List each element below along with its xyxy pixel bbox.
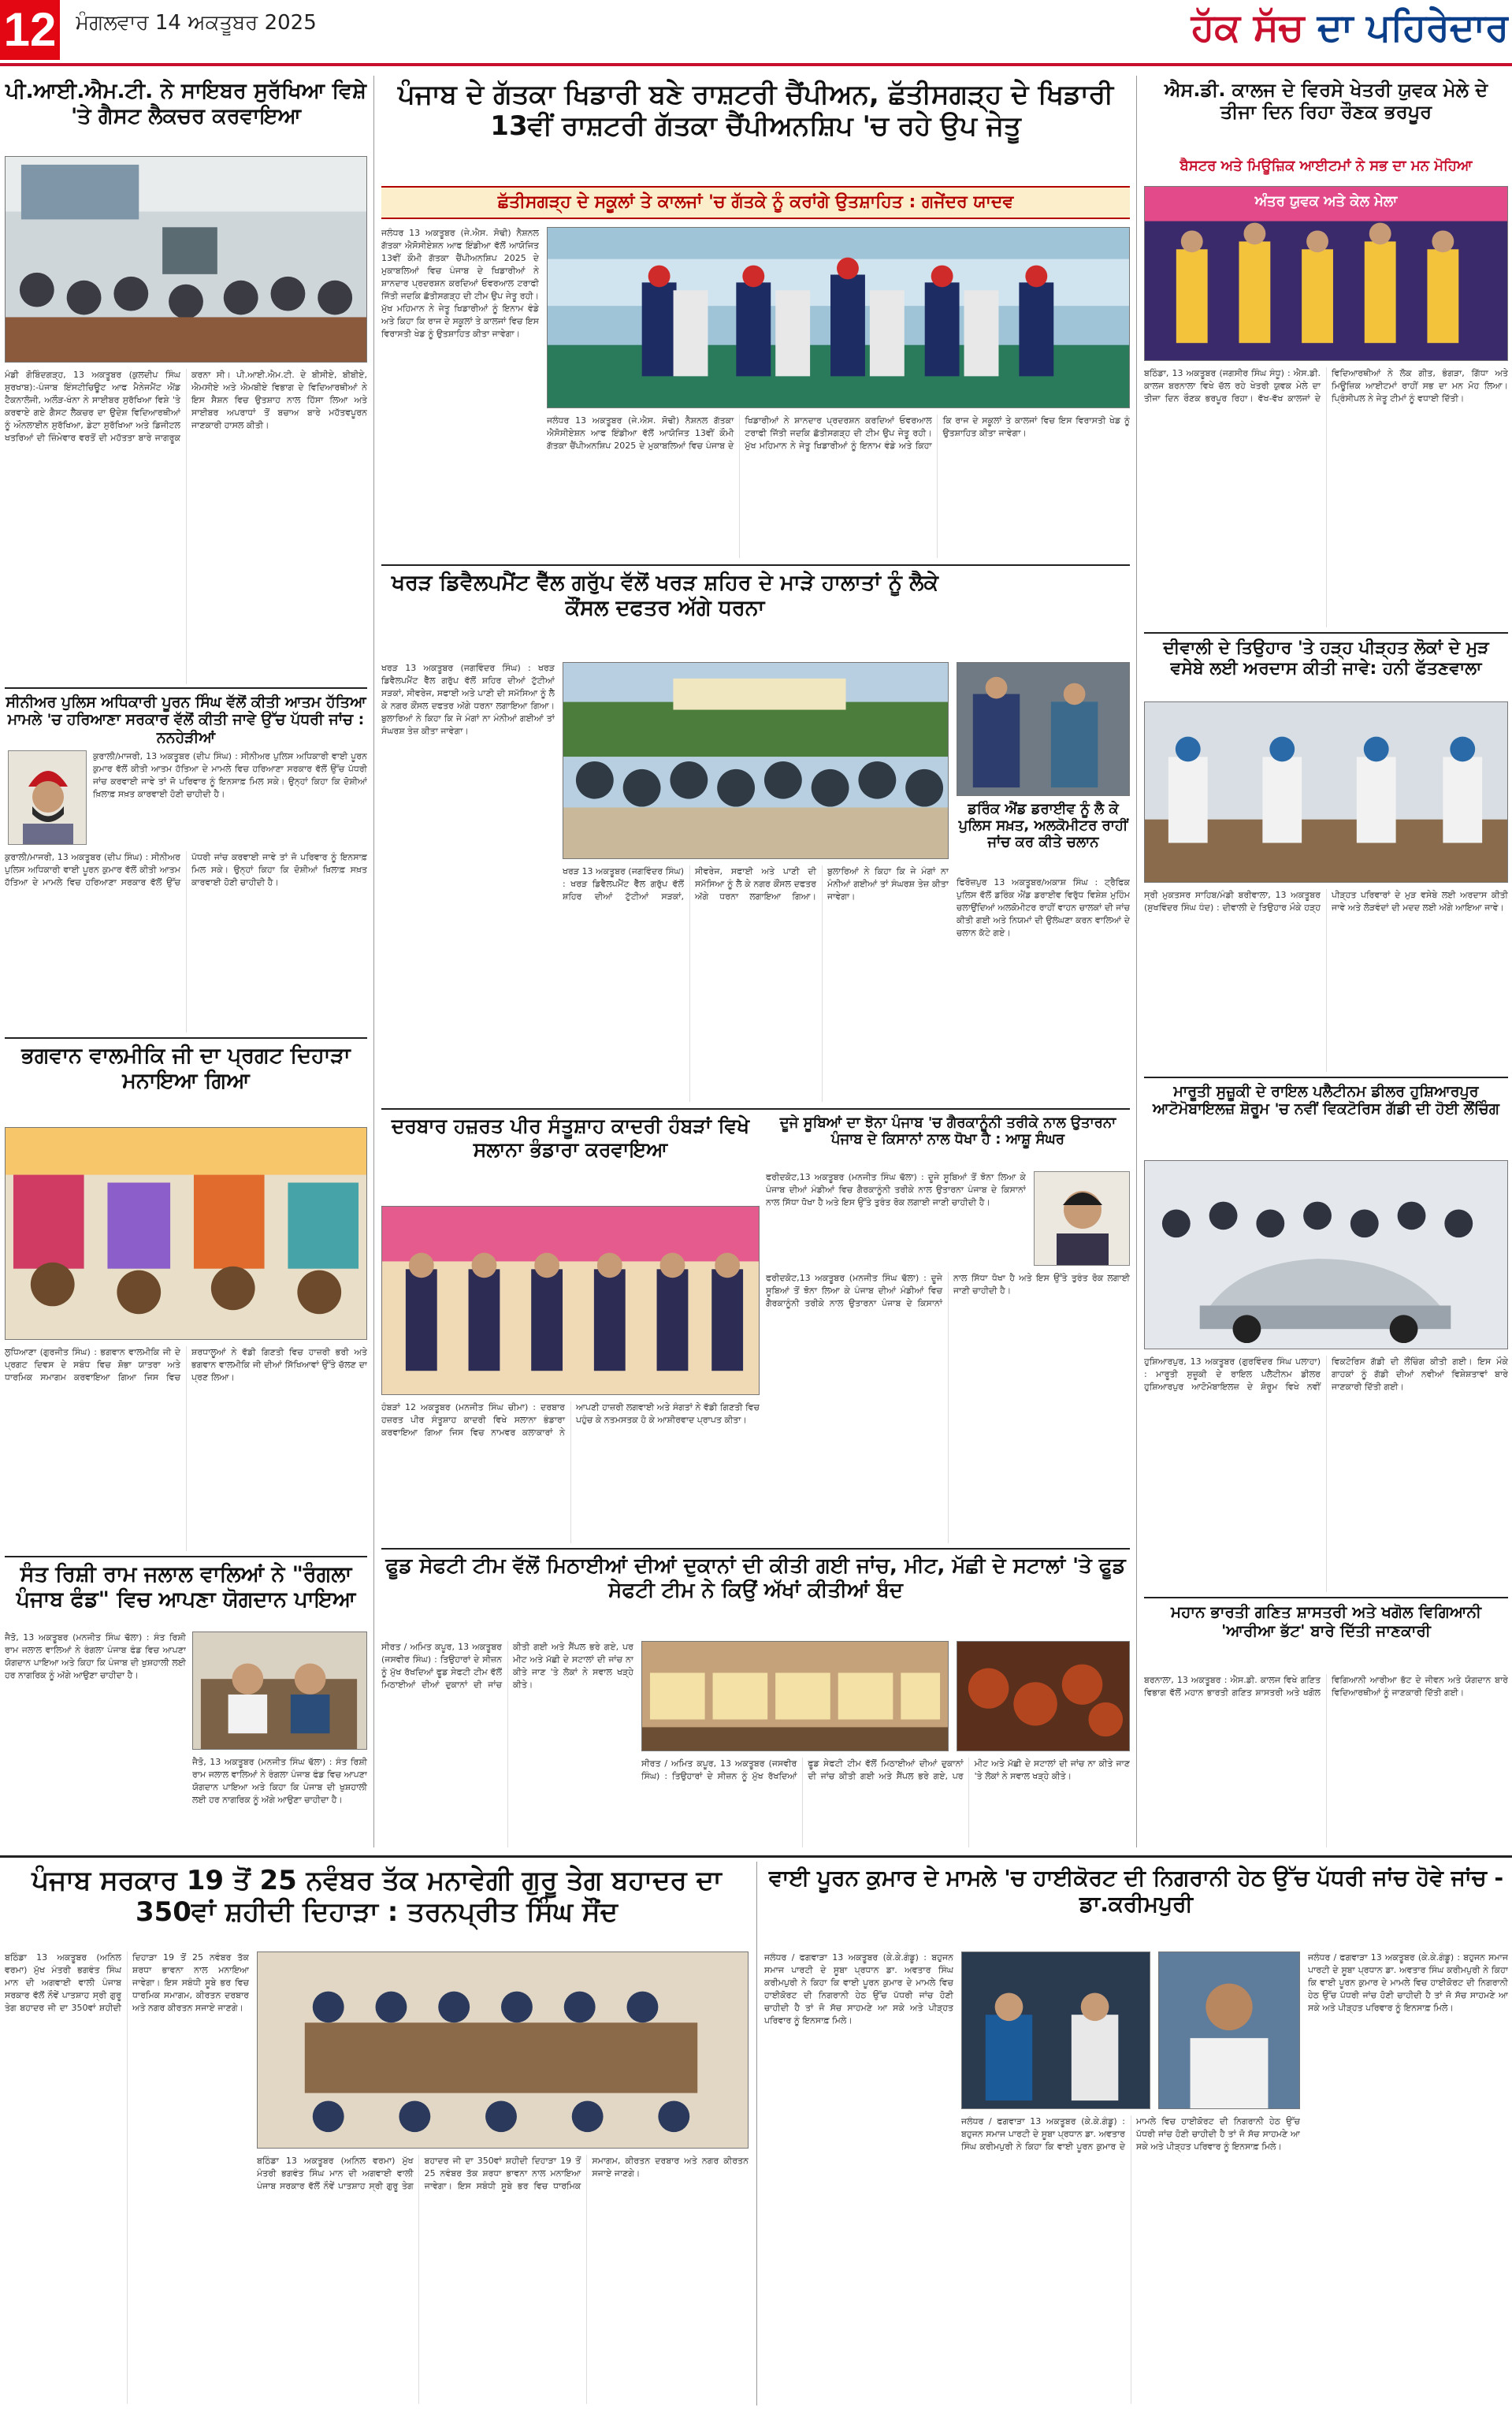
body-food-safety-a: ਸੀਰਤ / ਅਮਿਤ ਕਪੂਰ, 13 ਅਕਤੂਬਰ (ਜਸਵੀਰ ਸਿੰਘ) : ਤਿਉਹਾਰਾਂ ਦੇ ਸੀਜ਼ਨ ਨੂੰ ਮੁੱਖ ਰੱਖਦਿਆਂ ਫੂਡ ਸੇਫਟੀ ਟੀਮ ਵੱਲੋਂ ਮਿਠਾਈਆਂ ਦੀਆਂ ਦੁਕਾਨਾਂ ਦੀ ਜਾਂਚ ਕੀਤੀ ਗਈ ਅਤੇ ਸੈਂਪਲ ਭਰੇ ਗਏ, ਪਰ ਮੀਟ ਅਤੇ ਮੱਛੀ ਦੇ ਸਟਾਲਾਂ ਦੀ ਜਾਂਚ ਨਾ ਕੀਤੇ ਜਾਣ 'ਤੇ ਲੋਕਾਂ ਨੇ ਸਵਾਲ ਖੜ੍ਹੇ ਕੀਤੇ। [381, 1642, 633, 1690]
headline-karimpuri-probe[interactable]: ਵਾਈ ਪੂਰਨ ਕੁਮਾਰ ਦੇ ਮਾਮਲੇ 'ਚ ਹਾਈਕੋਰਟ ਦੀ ਨਿਗਰਾਨੀ ਹੇਠ ਉੱਚ ਪੱਧਰੀ ਜਾਂਚ ਹੋਵੇ ਜਾਂਚ - ਡਾ.ਕਰੀਮਪੁਰੀ [768, 1865, 1504, 1918]
body-guru-tegh-bahadur-b: ਬਠਿੰਡਾ 13 ਅਕਤੂਬਰ (ਅਨਿਲ ਵਰਮਾ) ਮੁੱਖ ਮੰਤਰੀ ਭਗਵੰਤ ਸਿੰਘ ਮਾਨ ਦੀ ਅਗਵਾਈ ਵਾਲੀ ਪੰਜਾਬ ਸਰਕਾਰ ਵੱਲੋਂ ਨੌਵੇਂ ਪਾਤਸ਼ਾਹ ਸ੍ਰੀ ਗੁਰੂ ਤੇਗ ਬਹਾਦਰ ਜੀ ਦਾ 350ਵਾਂ ਸ਼ਹੀਦੀ ਦਿਹਾੜਾ 19 ਤੋਂ 25 ਨਵੰਬਰ ਤੱਕ ਸ਼ਰਧਾ ਭਾਵਨਾ ਨਾਲ ਮਨਾਇਆ ਜਾਵੇਗਾ। ਇਸ ਸਬੰਧੀ ਸੂਬੇ ਭਰ ਵਿਚ ਧਾਰਮਿਕ ਸਮਾਗਮ, ਕੀਰਤਨ ਦਰਬਾਰ ਅਤੇ ਨਗਰ ਕੀਰਤਨ ਸਜਾਏ ਜਾਣਗੇ। [257, 2156, 749, 2191]
body-maruti-launch: ਹੁਸ਼ਿਆਰਪੁਰ, 13 ਅਕਤੂਬਰ (ਗੁਰਵਿੰਦਰ ਸਿੰਘ ਪਲਾਹਾ) : ਮਾਰੂਤੀ ਸੁਜ਼ੂਕੀ ਦੇ ਰਾਇਲ ਪਲੈਟੀਨਮ ਡੀਲਰ ਹੁਸ਼ਿਆਰਪੁਰ ਆਟੋਮੋਬਾਇਲਜ਼ ਦੇ ਸ਼ੋਰੂਮ ਵਿਖੇ ਨਵੀਂ ਵਿਕਟੋਰਿਸ ਗੱਡੀ ਦੀ ਲੌਂਚਿੰਗ ਕੀਤੀ ਗਈ। ਇਸ ਮੌਕੇ ਗਾਹਕਾਂ ਨੂੰ ਗੱਡੀ ਦੀਆਂ ਨਵੀਆਂ ਵਿਸ਼ੇਸ਼ਤਾਵਾਂ ਬਾਰੇ ਜਾਣਕਾਰੀ ਦਿੱਤੀ ਗਈ। [1144, 1356, 1508, 1392]
body-gatka-b: ਜਲੰਧਰ 13 ਅਕਤੂਬਰ (ਜੇ.ਐਸ. ਸੋਢੀ) ਨੈਸ਼ਨਲ ਗੱਤਕਾ ਐਸੋਸੀਏਸ਼ਨ ਆਫ ਇੰਡੀਆ ਵੱਲੋਂ ਆਯੋਜਿਤ 13ਵੀਂ ਕੌਮੀ ਗੱਤਕਾ ਚੈਂਪੀਅਨਸ਼ਿਪ 2025 ਦੇ ਮੁਕਾਬਲਿਆਂ ਵਿਚ ਪੰਜਾਬ ਦੇ ਖਿਡਾਰੀਆਂ ਨੇ ਸ਼ਾਨਦਾਰ ਪ੍ਰਦਰਸ਼ਨ ਕਰਦਿਆਂ ਓਵਰਆਲ ਟਰਾਫੀ ਜਿੱਤੀ ਜਦਕਿ ਛੱਤੀਸਗੜ੍ਹ ਦੀ ਟੀਮ ਉਪ ਜੇਤੂ ਰਹੀ। ਮੁੱਖ ਮਹਿਮਾਨ ਨੇ ਜੇਤੂ ਖਿਡਾਰੀਆਂ ਨੂੰ ਇਨਾਮ ਵੰਡੇ ਅਤੇ ਕਿਹਾ ਕਿ ਰਾਜ ਦੇ ਸਕੂਲਾਂ ਤੇ ਕਾਲਜਾਂ ਵਿਚ ਇਸ ਵਿਰਾਸਤੀ ਖੇਡ ਨੂੰ ਉਤਸ਼ਾਹਿਤ ਕੀਤਾ ਜਾਵੇਗਾ। [547, 415, 1130, 451]
headline-gatka-champions[interactable]: ਪੰਜਾਬ ਦੇ ਗੱਤਕਾ ਖਿਡਾਰੀ ਬਣੇ ਰਾਸ਼ਟਰੀ ਚੈਂਪੀਅਨ, ਛੱਤੀਸਗੜ੍ਹ ਦੇ ਖਿਡਾਰੀ 13ਵੀਂ ਰਾਸ਼ਟਰੀ ਗੱਤਕਾ ਚੈਂਪੀਅਨਸ਼ਿਪ 'ਚ ਰਹੇ ਉਪ ਜੇਤੂ [397, 79, 1114, 143]
subhead-youth-fest: ਬੈਸਟਰ ਅਤੇ ਮਿਊਜ਼ਿਕ ਆਈਟਮਾਂ ਨੇ ਸਭ ਦਾ ਮਨ ਮੋਹਿਆ [1180, 158, 1473, 174]
headline-cyber-security[interactable]: ਪੀ.ਆਈ.ਐਮ.ਟੀ. ਨੇ ਸਾਇਬਰ ਸੁਰੱਖਿਆ ਵਿਸ਼ੇ 'ਤੇ ਗੈਸਟ ਲੈਕਚਰ ਕਰਵਾਇਆ [5, 79, 367, 128]
headline-paddy-fraud[interactable]: ਦੂਜੇ ਸੂਬਿਆਂ ਦਾ ਝੋਨਾ ਪੰਜਾਬ 'ਚ ਗੈਰਕਾਨੂੰਨੀ ਤਰੀਕੇ ਨਾਲ ਉਤਾਰਨਾ ਪੰਜਾਬ ਦੇ ਕਿਸਾਨਾਂ ਨਾਲ ਧੋਖਾ ਹੈ : ਆਸ਼ੂ ਸੰਘਰ [779, 1114, 1116, 1148]
body-paddy-fraud-b: ਫਰੀਦਕੋਟ,13 ਅਕਤੂਬਰ (ਮਨਜੀਤ ਸਿੰਘ ਢੱਲਾ) : ਦੂਜੇ ਸੂਬਿਆਂ ਤੋਂ ਝੋਨਾ ਲਿਆ ਕੇ ਪੰਜਾਬ ਦੀਆਂ ਮੰਡੀਆਂ ਵਿਚ ਗੈਰਕਾਨੂੰਨੀ ਤਰੀਕੇ ਨਾਲ ਉਤਾਰਨਾ ਪੰਜਾਬ ਦੇ ਕਿਸਾਨਾਂ ਨਾਲ ਸਿੱਧਾ ਧੋਖਾ ਹੈ ਅਤੇ ਇਸ ਉੱਤੇ ਤੁਰੰਤ ਰੋਕ ਲਗਾਈ ਜਾਣੀ ਚਾਹੀਦੀ ਹੈ। [766, 1273, 1130, 1308]
photo-youth-fest [1144, 186, 1508, 361]
body-karimpuri-a: ਜਲੰਧਰ / ਫਗਵਾੜਾ 13 ਅਕਤੂਬਰ (ਕੇ.ਕੇ.ਗੰਡੂ) : ਬਹੁਜਨ ਸਮਾਜ ਪਾਰਟੀ ਦੇ ਸੂਬਾ ਪ੍ਰਧਾਨ ਡਾ. ਅਵਤਾਰ ਸਿੰਘ ਕਰੀਮਪੁਰੀ ਨੇ ਕਿਹਾ ਕਿ ਵਾਈ ਪੂਰਨ ਕੁਮਾਰ ਦੇ ਮਾਮਲੇ ਵਿਚ ਹਾਈਕੋਰਟ ਦੀ ਨਿਗਰਾਨੀ ਹੇਠ ਉੱਚ ਪੱਧਰੀ ਜਾਂਚ ਹੋਣੀ ਚਾਹੀਦੀ ਹੈ ਤਾਂ ਜੋ ਸੱਚ ਸਾਹਮਣੇ ਆ ਸਕੇ ਅਤੇ ਪੀੜ੍ਹਤ ਪਰਿਵਾਰ ਨੂੰ ਇਨਸਾਫ਼ ਮਿਲੇ। [764, 1952, 953, 2026]
photo-bhandara [381, 1206, 760, 1395]
rule [0, 1855, 1512, 1858]
headline-sant-rishi-ram[interactable]: ਸੰਤ ਰਿਸ਼ੀ ਰਾਮ ਜਲਾਲ ਵਾਲਿਆਂ ਨੇ "ਰੰਗਲਾ ਪੰਜਾਬ ਫੰਡ" ਵਿਚ ਆਪਣਾ ਯੋਗਦਾਨ ਪਾਇਆ [16, 1562, 356, 1612]
rule [5, 1556, 367, 1557]
body-kharar-a: ਖਰੜ 13 ਅਕਤੂਬਰ (ਜਗਵਿੰਦਰ ਸਿੰਘ) : ਖਰੜ ਡਿਵੈਲਪਮੈਂਟ ਵੈੱਲ ਗਰੁੱਪ ਵੱਲੋਂ ਸ਼ਹਿਰ ਦੀਆਂ ਟੁੱਟੀਆਂ ਸੜਕਾਂ, ਸੀਵਰੇਜ, ਸਫਾਈ ਅਤੇ ਪਾਣੀ ਦੀ ਸਮੱਸਿਆ ਨੂੰ ਲੈ ਕੇ ਨਗਰ ਕੌਂਸਲ ਦਫਤਰ ਅੱਗੇ ਧਰਨਾ ਲਗਾਇਆ ਗਿਆ। ਬੁਲਾਰਿਆਂ ਨੇ ਕਿਹਾ ਕਿ ਜੇ ਮੰਗਾਂ ਨਾ ਮੰਨੀਆਂ ਗਈਆਂ ਤਾਂ ਸੰਘਰਸ਼ ਤੇਜ਼ ਕੀਤਾ ਜਾਵੇਗਾ। [381, 663, 555, 736]
photo-drink-drive-check [957, 662, 1130, 796]
rule [5, 1037, 367, 1039]
headline-food-safety[interactable]: ਫੂਡ ਸੇਫਟੀ ਟੀਮ ਵੱਲੋਂ ਮਿਠਾਈਆਂ ਦੀਆਂ ਦੁਕਾਨਾਂ ਦੀ ਕੀਤੀ ਗਈ ਜਾਂਚ, ਮੀਟ, ਮੱਛੀ ਦੇ ਸਟਾਲਾਂ 'ਤੇ ਫੂਡ ਸੇਫਟੀ ਟੀਮ ਨੇ ਕਿਉਂ ਅੱਖਾਂ ਕੀਤੀਆਂ ਬੰਦ [385, 1554, 1126, 1602]
masthead-part-a: ਹੱਕ ਸੱਚ [1191, 6, 1317, 50]
body-karimpuri-c: ਜਲੰਧਰ / ਫਗਵਾੜਾ 13 ਅਕਤੂਬਰ (ਕੇ.ਕੇ.ਗੰਡੂ) : ਬਹੁਜਨ ਸਮਾਜ ਪਾਰਟੀ ਦੇ ਸੂਬਾ ਪ੍ਰਧਾਨ ਡਾ. ਅਵਤਾਰ ਸਿੰਘ ਕਰੀਮਪੁਰੀ ਨੇ ਕਿਹਾ ਕਿ ਵਾਈ ਪੂਰਨ ਕੁਮਾਰ ਦੇ ਮਾਮਲੇ ਵਿਚ ਹਾਈਕੋਰਟ ਦੀ ਨਿਗਰਾਨੀ ਹੇਠ ਉੱਚ ਪੱਧਰੀ ਜਾਂਚ ਹੋਣੀ ਚਾਹੀਦੀ ਹੈ ਤਾਂ ਜੋ ਸੱਚ ਸਾਹਮਣੇ ਆ ਸਕੇ ਅਤੇ ਪੀੜ੍ਹਤ ਪਰਿਵਾਰ ਨੂੰ ਇਨਸਾਫ਼ ਮਿਲੇ। [1308, 1952, 1508, 2013]
rule [1144, 632, 1508, 634]
issue-date: ਮੰਗਲਵਾਰ 14 ਅਕਤੂਬਰ 2025 [76, 11, 317, 35]
rule [381, 1548, 1130, 1550]
photo-car-launch [1144, 1160, 1508, 1349]
photo-sweet-shop [641, 1641, 949, 1751]
photo-karimpuri-portrait [1158, 1951, 1300, 2109]
body-paddy-fraud-a: ਫਰੀਦਕੋਟ,13 ਅਕਤੂਬਰ (ਮਨਜੀਤ ਸਿੰਘ ਢੱਲਾ) : ਦੂਜੇ ਸੂਬਿਆਂ ਤੋਂ ਝੋਨਾ ਲਿਆ ਕੇ ਪੰਜਾਬ ਦੀਆਂ ਮੰਡੀਆਂ ਵਿਚ ਗੈਰਕਾਨੂੰਨੀ ਤਰੀਕੇ ਨਾਲ ਉਤਾਰਨਾ ਪੰਜਾਬ ਦੇ ਕਿਸਾਨਾਂ ਨਾਲ ਸਿੱਧਾ ਧੋਖਾ ਹੈ ਅਤੇ ਇਸ ਉੱਤੇ ਤੁਰੰਤ ਰੋਕ ਲਗਾਈ ਜਾਣੀ ਚਾਹੀਦੀ ਹੈ। [766, 1172, 1026, 1207]
photo-karimpuri-press [961, 1951, 1150, 2109]
photo-kharar-dharna [563, 662, 949, 859]
body-sant-rishi-ram: ਜੈਤੋ, 13 ਅਕਤੂਬਰ (ਮਨਜੀਤ ਸਿੰਘ ਢੱਲਾ) : ਸੰਤ ਰਿਸ਼ੀ ਰਾਮ ਜਲਾਲ ਵਾਲਿਆਂ ਨੇ ਰੰਗਲਾ ਪੰਜਾਬ ਫੰਡ ਵਿਚ ਆਪਣਾ ਯੋਗਦਾਨ ਪਾਇਆ ਅਤੇ ਕਿਹਾ ਕਿ ਪੰਜਾਬ ਦੀ ਖੁਸ਼ਹਾਲੀ ਲਈ ਹਰ ਨਾਗਰਿਕ ਨੂੰ ਅੱਗੇ ਆਉਣਾ ਚਾਹੀਦਾ ਹੈ। [5, 1632, 186, 1680]
body-youth-fest: ਬਠਿੰਡਾ, 13 ਅਕਤੂਬਰ (ਜਗਸੀਰ ਸਿੰਘ ਸੰਧੂ) : ਐਸ.ਡੀ. ਕਾਲਜ ਬਰਨਾਲਾ ਵਿਖੇ ਚੱਲ ਰਹੇ ਖੇਤਰੀ ਯੁਵਕ ਮੇਲੇ ਦਾ ਤੀਜਾ ਦਿਨ ਰੌਣਕ ਭਰਪੂਰ ਰਿਹਾ। ਵੱਖ-ਵੱਖ ਕਾਲਜਾਂ ਦੇ ਵਿਦਿਆਰਥੀਆਂ ਨੇ ਲੋਕ ਗੀਤ, ਭੰਗੜਾ, ਗਿੱਧਾ ਅਤੇ ਮਿਊਜ਼ਿਕ ਆਈਟਮਾਂ ਰਾਹੀਂ ਸਭ ਦਾ ਮਨ ਮੋਹ ਲਿਆ। ਪ੍ਰਿੰਸੀਪਲ ਨੇ ਜੇਤੂ ਟੀਮਾਂ ਨੂੰ ਵਧਾਈ ਦਿੱਤੀ। [1144, 368, 1508, 404]
body-valmiki-day: ਲੁਧਿਆਣਾ (ਗੁਰਜੀਤ ਸਿੰਘ) : ਭਗਵਾਨ ਵਾਲਮੀਕਿ ਜੀ ਦੇ ਪ੍ਰਗਟ ਦਿਵਸ ਦੇ ਸਬੰਧ ਵਿਚ ਸ਼ੋਭਾ ਯਾਤਰਾ ਅਤੇ ਧਾਰਮਿਕ ਸਮਾਗਮ ਕਰਵਾਇਆ ਗਿਆ ਜਿਸ ਵਿਚ ਸ਼ਰਧਾਲੂਆਂ ਨੇ ਵੱਡੀ ਗਿਣਤੀ ਵਿਚ ਹਾਜ਼ਰੀ ਭਰੀ ਅਤੇ ਭਗਵਾਨ ਵਾਲਮੀਕਿ ਜੀ ਦੀਆਂ ਸਿੱਖਿਆਵਾਂ ਉੱਤੇ ਚੱਲਣ ਦਾ ਪ੍ਰਣ ਲਿਆ। [5, 1347, 367, 1382]
body-police-officer-probe-a: ਕੁਰਾਲੀ/ਮਾਜਰੀ, 13 ਅਕਤੂਬਰ (ਦੀਪ ਸਿੰਘ) : ਸੀਨੀਅਰ ਪੁਲਿਸ ਅਧਿਕਾਰੀ ਵਾਈ ਪੂਰਨ ਕੁਮਾਰ ਵੱਲੋਂ ਕੀਤੀ ਆਤਮ ਹੱਤਿਆ ਦੇ ਮਾਮਲੇ ਵਿਚ ਹਰਿਆਣਾ ਸਰਕਾਰ ਵੱਲੋਂ ਉੱਚ ਪੱਧਰੀ ਜਾਂਚ ਕਰਵਾਈ ਜਾਵੇ ਤਾਂ ਜੋ ਪਰਿਵਾਰ ਨੂੰ ਇਨਸਾਫ਼ ਮਿਲ ਸਕੇ। ਉਨ੍ਹਾਂ ਕਿਹਾ ਕਿ ਦੋਸ਼ੀਆਂ ਖ਼ਿਲਾਫ਼ ਸਖ਼ਤ ਕਾਰਵਾਈ ਹੋਣੀ ਚਾਹੀਦੀ ਹੈ। [93, 751, 367, 799]
headline-diwali-flood-prayer[interactable]: ਦੀਵਾਲੀ ਦੇ ਤਿਉਹਾਰ 'ਤੇ ਹੜ੍ਹ ਪੀੜ੍ਹਤ ਲੋਕਾਂ ਦੇ ਮੁੜ ਵਸੇਬੇ ਲਈ ਅਰਦਾਸ ਕੀਤੀ ਜਾਵੇ: ਹਨੀ ਫੱਤਣਵਾਲਾ [1163, 638, 1489, 679]
rule [1144, 1597, 1508, 1598]
column-rule [756, 1862, 757, 2405]
body-cyber-security: ਮੰਡੀ ਗੋਬਿੰਦਗੜ੍ਹ, 13 ਅਕਤੂਬਰ (ਕੁਲਦੀਪ ਸਿੰਘ ਸੁਰਖਾਬ):-ਪੰਜਾਬ ਇੰਸਟੀਚਿਊਟ ਆਫ ਮੈਨੇਜਮੈਂਟ ਐਂਡ ਟੈਕਨਾਲੋਜੀ, ਅਲੌੜ-ਖੰਨਾ ਨੇ ਸਾਈਬਰ ਸੁਰੱਖਿਆ ਵਿਸ਼ੇ 'ਤੇ ਕਰਵਾਏ ਗਏ ਗੈਸਟ ਲੈਕਚਰ ਦਾ ਉਦੇਸ਼ ਵਿਦਿਆਰਥੀਆਂ ਨੂੰ ਔਨਲਾਈਨ ਸੁਰੱਖਿਆ, ਡੇਟਾ ਸੁਰੱਖਿਆ ਅਤੇ ਡਿਜੀਟਲ ਖਤਰਿਆਂ ਦੀ ਜ਼ਿੰਮੇਵਾਰ ਵਰਤੋਂ ਦੀ ਮਹੱਤਤਾ ਬਾਰੇ ਜਾਗਰੂਕ ਕਰਨਾ ਸੀ। ਪੀ.ਆਈ.ਐਮ.ਟੀ. ਦੇ ਬੀਸੀਏ, ਬੀਬੀਏ, ਐਮਸੀਏ ਅਤੇ ਐਮਬੀਏ ਵਿਭਾਗ ਦੇ ਵਿਦਿਆਰਥੀਆਂ ਨੇ ਇਸ ਸੈਸ਼ਨ ਵਿਚ ਉਤਸ਼ਾਹ ਨਾਲ ਹਿੱਸਾ ਲਿਆ ਅਤੇ ਸਾਈਬਰ ਅਪਰਾਧਾਂ ਤੋਂ ਬਚਾਅ ਬਾਰੇ ਮਹੱਤਵਪੂਰਨ ਜਾਣਕਾਰੀ ਹਾਸਲ ਕੀਤੀ। [5, 370, 367, 443]
rule [1144, 1077, 1508, 1078]
headline-kharar-protest[interactable]: ਖਰੜ ਡਿਵੈਲਪਮੈਂਟ ਵੈੱਲ ਗਰੁੱਪ ਵੱਲੋਂ ਖਰੜ ਸ਼ਹਿਰ ਦੇ ਮਾੜੇ ਹਾਲਾਤਾਂ ਨੂੰ ਲੈਕੇ ਕੌਂਸਲ ਦਫਤਰ ਅੱਗੇ ਧਰਨਾ [392, 571, 938, 620]
rule [381, 564, 1130, 566]
body-food-safety-b: ਸੀਰਤ / ਅਮਿਤ ਕਪੂਰ, 13 ਅਕਤੂਬਰ (ਜਸਵੀਰ ਸਿੰਘ) : ਤਿਉਹਾਰਾਂ ਦੇ ਸੀਜ਼ਨ ਨੂੰ ਮੁੱਖ ਰੱਖਦਿਆਂ ਫੂਡ ਸੇਫਟੀ ਟੀਮ ਵੱਲੋਂ ਮਿਠਾਈਆਂ ਦੀਆਂ ਦੁਕਾਨਾਂ ਦੀ ਜਾਂਚ ਕੀਤੀ ਗਈ ਅਤੇ ਸੈਂਪਲ ਭਰੇ ਗਏ, ਪਰ ਮੀਟ ਅਤੇ ਮੱਛੀ ਦੇ ਸਟਾਲਾਂ ਦੀ ਜਾਂਚ ਨਾ ਕੀਤੇ ਜਾਣ 'ਤੇ ਲੋਕਾਂ ਨੇ ਸਵਾਲ ਖੜ੍ਹੇ ਕੀਤੇ। [641, 1758, 1130, 1781]
photo-nanheria [8, 750, 87, 845]
body-aryabhatta: ਬਰਨਾਲਾ, 13 ਅਕਤੂਬਰ : ਐਸ.ਡੀ. ਕਾਲਜ ਵਿਖੇ ਗਣਿਤ ਵਿਭਾਗ ਵੱਲੋਂ ਮਹਾਨ ਭਾਰਤੀ ਗਣਿਤ ਸ਼ਾਸਤਰੀ ਅਤੇ ਖਗੋਲ ਵਿਗਿਆਨੀ ਆਰੀਆ ਭੱਟ ਦੇ ਜੀਵਨ ਅਤੇ ਯੋਗਦਾਨ ਬਾਰੇ ਵਿਦਿਆਰਥੀਆਂ ਨੂੰ ਜਾਣਕਾਰੀ ਦਿੱਤੀ ਗਈ। [1144, 1675, 1508, 1698]
headline-sd-college-youth-fest[interactable]: ਐਸ.ਡੀ. ਕਾਲਜ ਦੇ ਵਿਰਸੇ ਖੇਤਰੀ ਯੁਵਕ ਮੇਲੇ ਦੇ ਤੀਜਾ ਦਿਨ ਰਿਹਾ ਰੌਣਕ ਭਰਪੂਰ [1164, 79, 1488, 124]
rule [381, 1108, 1130, 1110]
photo-sant-rishi-ram [192, 1632, 367, 1750]
page-number: 12 [0, 0, 60, 60]
photo-cyber-lecture [5, 156, 367, 363]
column-rule [373, 76, 374, 1847]
headline-drink-drive[interactable]: ਡਰਿੰਕ ਐਂਡ ਡਰਾਈਵ ਨੂੰ ਲੈ ਕੇ ਪੁਲਿਸ ਸਖ਼ਤ, ਅਲਕੋਮੀਟਰ ਰਾਹੀਂ ਜਾਂਚ ਕਰ ਕੀਤੇ ਚਲਾਨ [958, 801, 1128, 851]
photo-valmiki-celebration [5, 1127, 367, 1340]
headline-maruti-launch[interactable]: ਮਾਰੂਤੀ ਸੁਜ਼ੂਕੀ ਦੇ ਰਾਇਲ ਪਲੈਟੀਨਮ ਡੀਲਰ ਹੁਸ਼ਿਆਰਪੁਰ ਆਟੋਮੋਬਾਇਲਜ਼ ਸ਼ੋਰੂਮ 'ਚ ਨਵੀਂ ਵਿਕਟੋਰਿਸ ਗੱਡੀ ਦੀ ਹੋਈ ਲੌਂਚਿੰਗ [1153, 1083, 1499, 1118]
masthead-rule [0, 63, 1512, 66]
headline-peer-bhandara[interactable]: ਦਰਬਾਰ ਹਜ਼ਰਤ ਪੀਰ ਸੰਤੂਸ਼ਾਹ ਕਾਦਰੀ ਹੰਬੜਾਂ ਵਿਖੇ ਸਲਾਨਾ ਭੰਡਾਰਾ ਕਰਵਾਇਆ [391, 1114, 750, 1161]
photo-diwali-meeting [1144, 701, 1508, 883]
headline-valmiki-day[interactable]: ਭਗਵਾਨ ਵਾਲਮੀਕਿ ਜੀ ਦਾ ਪ੍ਰਗਟ ਦਿਹਾੜਾ ਮਨਾਇਆ ਗਿਆ [21, 1044, 351, 1093]
photo-banner-text: ਅੰਤਰ ਯੁਵਕ ਅਤੇ ਕੇਲ ਮੇਲਾ [1254, 193, 1398, 210]
masthead-part-b: ਦਾ ਪਹਿਰੇਦਾਰ [1317, 6, 1509, 50]
body-diwali-flood: ਸ੍ਰੀ ਮੁਕਤਸਰ ਸਾਹਿਬ/ਮੰਡੀ ਬਰੀਵਾਲਾ, 13 ਅਕਤੂਬਰ (ਸੁਖਵਿੰਦਰ ਸਿੰਘ ਧੰਦ) : ਦੀਵਾਲੀ ਦੇ ਤਿਉਹਾਰ ਮੌਕੇ ਹੜ੍ਹ ਪੀੜ੍ਹਤ ਪਰਿਵਾਰਾਂ ਦੇ ਮੁੜ ਵਸੇਬੇ ਲਈ ਅਰਦਾਸ ਕੀਤੀ ਜਾਵੇ ਅਤੇ ਲੋੜਵੰਦਾਂ ਦੀ ਮਦਦ ਲਈ ਅੱਗੇ ਆਇਆ ਜਾਵੇ। [1144, 890, 1508, 913]
subhead-gatka: ਛੱਤੀਸਗੜ੍ਹ ਦੇ ਸਕੂਲਾਂ ਤੇ ਕਾਲਜਾਂ 'ਚ ਗੱਤਕੇ ਨੂੰ ਕਰਾਂਗੇ ਉਤਸ਼ਾਹਿਤ : ਗਜੇਂਦਰ ਯਾਦਵ [381, 186, 1130, 219]
body-kharar-b: ਖਰੜ 13 ਅਕਤੂਬਰ (ਜਗਵਿੰਦਰ ਸਿੰਘ) : ਖਰੜ ਡਿਵੈਲਪਮੈਂਟ ਵੈੱਲ ਗਰੁੱਪ ਵੱਲੋਂ ਸ਼ਹਿਰ ਦੀਆਂ ਟੁੱਟੀਆਂ ਸੜਕਾਂ, ਸੀਵਰੇਜ, ਸਫਾਈ ਅਤੇ ਪਾਣੀ ਦੀ ਸਮੱਸਿਆ ਨੂੰ ਲੈ ਕੇ ਨਗਰ ਕੌਂਸਲ ਦਫਤਰ ਅੱਗੇ ਧਰਨਾ ਲਗਾਇਆ ਗਿਆ। ਬੁਲਾਰਿਆਂ ਨੇ ਕਿਹਾ ਕਿ ਜੇ ਮੰਗਾਂ ਨਾ ਮੰਨੀਆਂ ਗਈਆਂ ਤਾਂ ਸੰਘਰਸ਼ ਤੇਜ਼ ਕੀਤਾ ਜਾਵੇਗਾ। [563, 866, 949, 902]
body-sant-rishi-ram-b: ਜੈਤੋ, 13 ਅਕਤੂਬਰ (ਮਨਜੀਤ ਸਿੰਘ ਢੱਲਾ) : ਸੰਤ ਰਿਸ਼ੀ ਰਾਮ ਜਲਾਲ ਵਾਲਿਆਂ ਨੇ ਰੰਗਲਾ ਪੰਜਾਬ ਫੰਡ ਵਿਚ ਆਪਣਾ ਯੋਗਦਾਨ ਪਾਇਆ ਅਤੇ ਕਿਹਾ ਕਿ ਪੰਜਾਬ ਦੀ ਖੁਸ਼ਹਾਲੀ ਲਈ ਹਰ ਨਾਗਰਿਕ ਨੂੰ ਅੱਗੇ ਆਉਣਾ ਚਾਹੀਦਾ ਹੈ। [192, 1757, 367, 1805]
photo-gatka-team [547, 227, 1130, 408]
rule [5, 687, 367, 689]
photo-ashu-sanghar [1034, 1171, 1130, 1266]
headline-aryabhatta[interactable]: ਮਹਾਨ ਭਾਰਤੀ ਗਣਿਤ ਸ਼ਾਸਤਰੀ ਅਤੇ ਖਗੋਲ ਵਿਗਿਆਨੀ 'ਆਰੀਆ ਭੱਟ' ਬਾਰੇ ਦਿੱਤੀ ਜਾਣਕਾਰੀ [1170, 1603, 1482, 1640]
headline-guru-tegh-bahadur[interactable]: ਪੰਜਾਬ ਸਰਕਾਰ 19 ਤੋਂ 25 ਨਵੰਬਰ ਤੱਕ ਮਨਾਵੇਗੀ ਗੁਰੂ ਤੇਗ ਬਹਾਦਰ ਦਾ 350ਵਾਂ ਸ਼ਹੀਦੀ ਦਿਹਾੜਾ : ਤਰਨਪ੍ਰੀਤ ਸਿੰਘ ਸੌਂਦ [32, 1865, 722, 1929]
body-police-officer-probe-b: ਕੁਰਾਲੀ/ਮਾਜਰੀ, 13 ਅਕਤੂਬਰ (ਦੀਪ ਸਿੰਘ) : ਸੀਨੀਅਰ ਪੁਲਿਸ ਅਧਿਕਾਰੀ ਵਾਈ ਪੂਰਨ ਕੁਮਾਰ ਵੱਲੋਂ ਕੀਤੀ ਆਤਮ ਹੱਤਿਆ ਦੇ ਮਾਮਲੇ ਵਿਚ ਹਰਿਆਣਾ ਸਰਕਾਰ ਵੱਲੋਂ ਉੱਚ ਪੱਧਰੀ ਜਾਂਚ ਕਰਵਾਈ ਜਾਵੇ ਤਾਂ ਜੋ ਪਰਿਵਾਰ ਨੂੰ ਇਨਸਾਫ਼ ਮਿਲ ਸਕੇ। ਉਨ੍ਹਾਂ ਕਿਹਾ ਕਿ ਦੋਸ਼ੀਆਂ ਖ਼ਿਲਾਫ਼ ਸਖ਼ਤ ਕਾਰਵਾਈ ਹੋਣੀ ਚਾਹੀਦੀ ਹੈ। [5, 852, 367, 887]
body-karimpuri-b: ਜਲੰਧਰ / ਫਗਵਾੜਾ 13 ਅਕਤੂਬਰ (ਕੇ.ਕੇ.ਗੰਡੂ) : ਬਹੁਜਨ ਸਮਾਜ ਪਾਰਟੀ ਦੇ ਸੂਬਾ ਪ੍ਰਧਾਨ ਡਾ. ਅਵਤਾਰ ਸਿੰਘ ਕਰੀਮਪੁਰੀ ਨੇ ਕਿਹਾ ਕਿ ਵਾਈ ਪੂਰਨ ਕੁਮਾਰ ਦੇ ਮਾਮਲੇ ਵਿਚ ਹਾਈਕੋਰਟ ਦੀ ਨਿਗਰਾਨੀ ਹੇਠ ਉੱਚ ਪੱਧਰੀ ਜਾਂਚ ਹੋਣੀ ਚਾਹੀਦੀ ਹੈ ਤਾਂ ਜੋ ਸੱਚ ਸਾਹਮਣੇ ਆ ਸਕੇ ਅਤੇ ਪੀੜ੍ਹਤ ਪਰਿਵਾਰ ਨੂੰ ਇਨਸਾਫ਼ ਮਿਲੇ। [961, 2116, 1300, 2152]
photo-meeting-hall [257, 1951, 749, 2149]
body-peer-bhandara: ਹੰਬੜਾਂ 12 ਅਕਤੂਬਰ (ਮਨਜੀਤ ਸਿੰਘ ਚੀਮਾ) : ਦਰਬਾਰ ਹਜ਼ਰਤ ਪੀਰ ਸੰਤੂਸ਼ਾਹ ਕਾਦਰੀ ਵਿਖੇ ਸਲਾਨਾ ਭੰਡਾਰਾ ਕਰਵਾਇਆ ਗਿਆ ਜਿਸ ਵਿਚ ਨਾਮਵਰ ਕਲਾਕਾਰਾਂ ਨੇ ਆਪਣੀ ਹਾਜ਼ਰੀ ਲਗਵਾਈ ਅਤੇ ਸੰਗਤਾਂ ਨੇ ਵੱਡੀ ਗਿਣਤੀ ਵਿਚ ਪਹੁੰਚ ਕੇ ਨਤਮਸਤਕ ਹੋ ਕੇ ਆਸ਼ੀਰਵਾਦ ਪ੍ਰਾਪਤ ਕੀਤਾ। [381, 1402, 760, 1438]
body-guru-tegh-bahadur-a: ਬਠਿੰਡਾ 13 ਅਕਤੂਬਰ (ਅਨਿਲ ਵਰਮਾ) ਮੁੱਖ ਮੰਤਰੀ ਭਗਵੰਤ ਸਿੰਘ ਮਾਨ ਦੀ ਅਗਵਾਈ ਵਾਲੀ ਪੰਜਾਬ ਸਰਕਾਰ ਵੱਲੋਂ ਨੌਵੇਂ ਪਾਤਸ਼ਾਹ ਸ੍ਰੀ ਗੁਰੂ ਤੇਗ ਬਹਾਦਰ ਜੀ ਦਾ 350ਵਾਂ ਸ਼ਹੀਦੀ ਦਿਹਾੜਾ 19 ਤੋਂ 25 ਨਵੰਬਰ ਤੱਕ ਸ਼ਰਧਾ ਭਾਵਨਾ ਨਾਲ ਮਨਾਇਆ ਜਾਵੇਗਾ। ਇਸ ਸਬੰਧੀ ਸੂਬੇ ਭਰ ਵਿਚ ਧਾਰਮਿਕ ਸਮਾਗਮ, ਕੀਰਤਨ ਦਰਬਾਰ ਅਤੇ ਨਗਰ ਕੀਰਤਨ ਸਜਾਏ ਜਾਣਗੇ। [5, 1952, 249, 2013]
body-gatka-a: ਜਲੰਧਰ 13 ਅਕਤੂਬਰ (ਜੇ.ਐਸ. ਸੋਢੀ) ਨੈਸ਼ਨਲ ਗੱਤਕਾ ਐਸੋਸੀਏਸ਼ਨ ਆਫ ਇੰਡੀਆ ਵੱਲੋਂ ਆਯੋਜਿਤ 13ਵੀਂ ਕੌਮੀ ਗੱਤਕਾ ਚੈਂਪੀਅਨਸ਼ਿਪ 2025 ਦੇ ਮੁਕਾਬਲਿਆਂ ਵਿਚ ਪੰਜਾਬ ਦੇ ਖਿਡਾਰੀਆਂ ਨੇ ਸ਼ਾਨਦਾਰ ਪ੍ਰਦਰਸ਼ਨ ਕਰਦਿਆਂ ਓਵਰਆਲ ਟਰਾਫੀ ਜਿੱਤੀ ਜਦਕਿ ਛੱਤੀਸਗੜ੍ਹ ਦੀ ਟੀਮ ਉਪ ਜੇਤੂ ਰਹੀ। ਮੁੱਖ ਮਹਿਮਾਨ ਨੇ ਜੇਤੂ ਖਿਡਾਰੀਆਂ ਨੂੰ ਇਨਾਮ ਵੰਡੇ ਅਤੇ ਕਿਹਾ ਕਿ ਰਾਜ ਦੇ ਸਕੂਲਾਂ ਤੇ ਕਾਲਜਾਂ ਵਿਚ ਇਸ ਵਿਰਾਸਤੀ ਖੇਡ ਨੂੰ ਉਤਸ਼ਾਹਿਤ ਕੀਤਾ ਜਾਵੇਗਾ। [381, 228, 539, 339]
headline-police-officer-probe[interactable]: ਸੀਨੀਅਰ ਪੁਲਿਸ ਅਧਿਕਾਰੀ ਪੂਰਨ ਸਿੰਘ ਵੱਲੋਂ ਕੀਤੀ ਆਤਮ ਹੱਤਿਆ ਮਾਮਲੇ 'ਚ ਹਰਿਆਣਾ ਸਰਕਾਰ ਵੱਲੋਂ ਕੀਤੀ ਜਾਵੇ ਉੱਚ ਪੱਧਰੀ ਜਾਂਚ : ਨਨਹੇੜੀਆਂ [6, 694, 366, 746]
photo-meat-stall [957, 1641, 1130, 1751]
body-drink-drive: ਫਿਰੋਜ਼ਪੁਰ 13 ਅਕਤੂਬਰ/ਅਕਾਸ਼ ਸਿੰਘ : ਟ੍ਰੈਫਿਕ ਪੁਲਿਸ ਵੱਲੋਂ ਡਰਿੰਕ ਐਂਡ ਡਰਾਈਵ ਵਿਰੁੱਧ ਵਿਸ਼ੇਸ਼ ਮੁਹਿੰਮ ਚਲਾਉਂਦਿਆਂ ਅਲਕੋਮੀਟਰ ਰਾਹੀਂ ਵਾਹਨ ਚਾਲਕਾਂ ਦੀ ਜਾਂਚ ਕੀਤੀ ਗਈ ਅਤੇ ਨਿਯਮਾਂ ਦੀ ਉਲੰਘਣਾ ਕਰਨ ਵਾਲਿਆਂ ਦੇ ਚਲਾਨ ਕੱਟੇ ਗਏ। [957, 877, 1130, 938]
column-rule [1136, 76, 1137, 1847]
masthead-logo[interactable] [1111, 0, 1509, 58]
